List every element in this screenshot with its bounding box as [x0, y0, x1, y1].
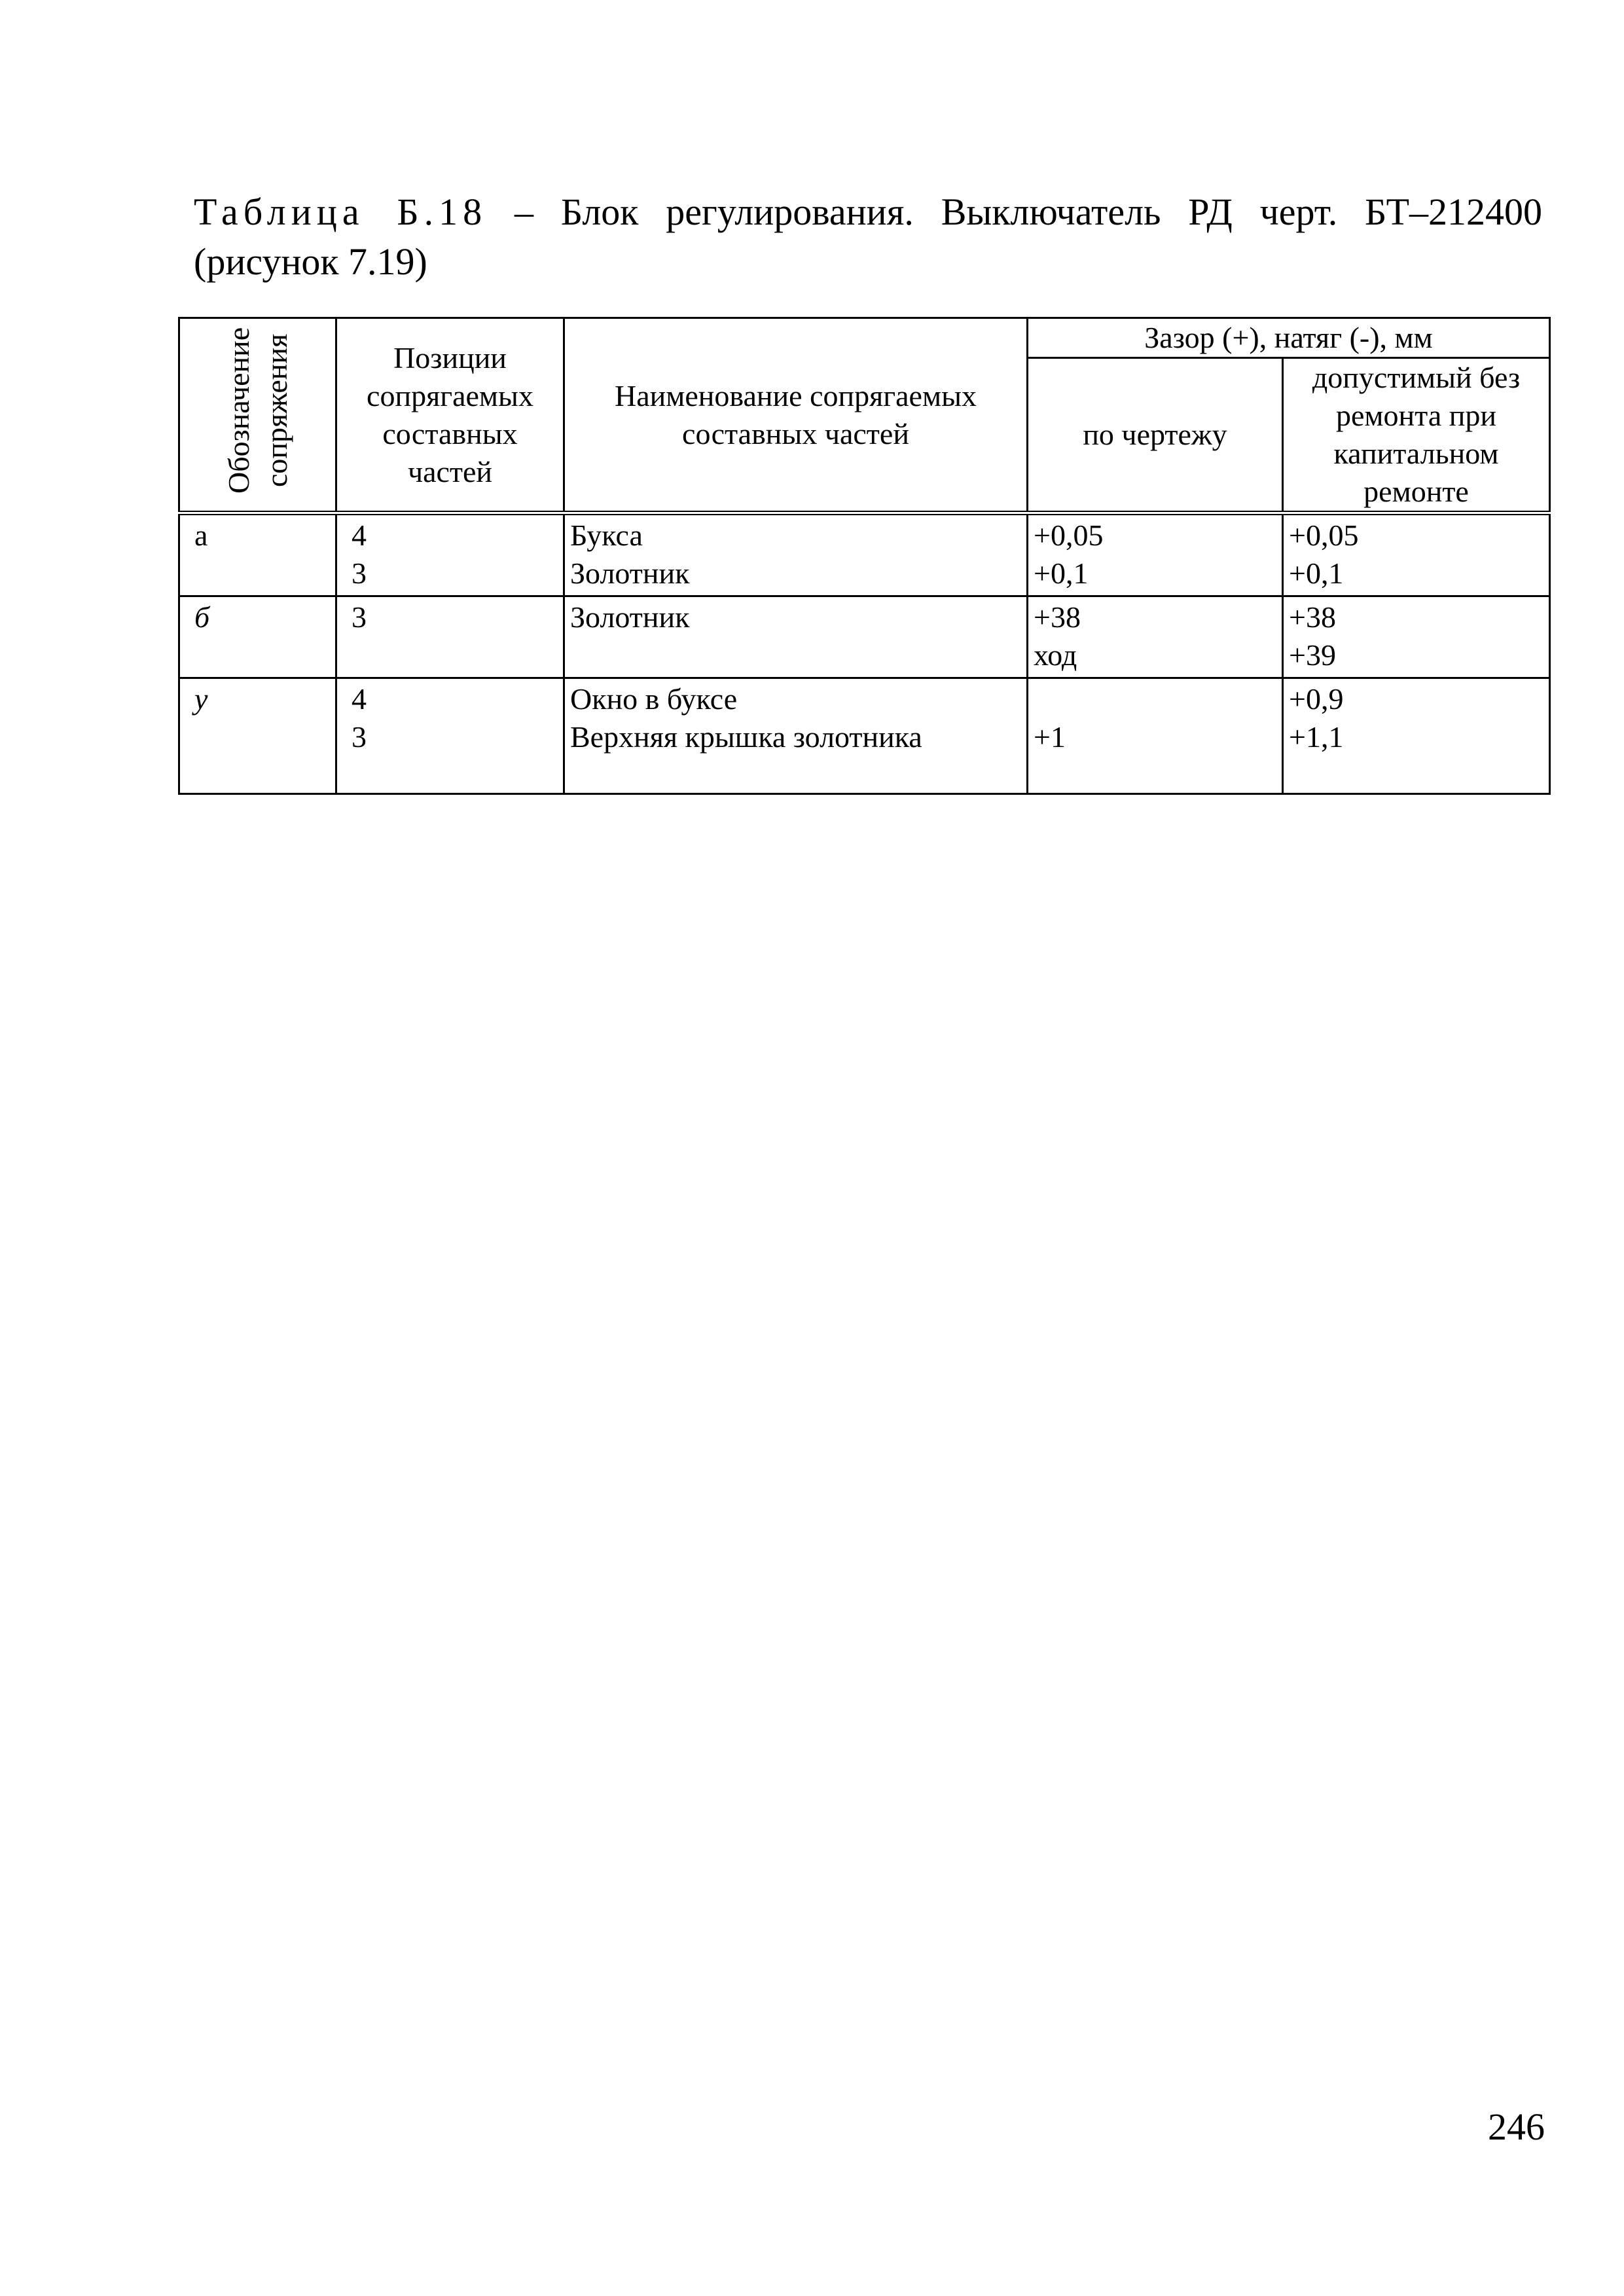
cell-names: [564, 678, 1028, 794]
cell-by-drawing: [1028, 513, 1283, 596]
allowed-value: +0,1: [1289, 556, 1344, 590]
by-drawing-value: +0,1: [1034, 556, 1089, 590]
header-allowed: допустимый без ремонта при капитальном ремонте: [1283, 358, 1550, 513]
by-drawing-value: ход: [1034, 638, 1077, 672]
position-value: 4: [352, 682, 367, 716]
part-name: Золотник: [570, 600, 690, 634]
cell-allowed: [1283, 678, 1550, 794]
position-value: 3: [352, 600, 367, 634]
designation-value: б: [194, 600, 210, 634]
cell-names: [564, 513, 1028, 596]
cell-allowed: [1283, 513, 1550, 596]
table-row: [179, 678, 1550, 794]
allowed-value: +38: [1289, 600, 1336, 634]
cell-positions: [336, 678, 564, 794]
position-value: 3: [352, 720, 367, 754]
part-name: Букса: [570, 519, 643, 552]
table-caption: [194, 187, 1542, 287]
cell-by-drawing: [1028, 678, 1283, 794]
cell-designation: [179, 596, 336, 678]
part-name: Верхняя крышка золотника: [570, 720, 922, 754]
allowed-value: +0,9: [1289, 682, 1344, 716]
allowed-value: +39: [1289, 638, 1336, 672]
allowed-value: +0,05: [1289, 519, 1359, 552]
designation-value: у: [194, 682, 208, 716]
by-drawing-value: +1: [1034, 720, 1066, 754]
table-row: [179, 596, 1550, 678]
header-positions: Позиции сопрягаемых составных частей: [336, 318, 564, 513]
cell-positions: [336, 513, 564, 596]
designation-value: а: [194, 519, 208, 552]
header-designation-label: Обозначение сопряжения: [221, 327, 293, 494]
allowed-value: +1,1: [1289, 720, 1344, 754]
part-name: Золотник: [570, 556, 690, 590]
position-value: 4: [352, 519, 367, 552]
position-value: 3: [352, 556, 367, 590]
by-drawing-value: [1034, 680, 1276, 718]
by-drawing-value: +38: [1034, 600, 1081, 634]
part-name: Окно в буксе: [570, 682, 738, 716]
table-row: [179, 513, 1550, 596]
header-by-drawing: по чертежу: [1028, 358, 1283, 513]
cell-designation: [179, 513, 336, 596]
header-names: Наименование сопрягаемых составных частей: [564, 318, 1028, 513]
table-caption-label: Таблица Б.18: [194, 191, 488, 233]
table-header: [179, 318, 1550, 513]
by-drawing-value: +0,05: [1034, 519, 1104, 552]
cell-designation: [179, 678, 336, 794]
cell-by-drawing: [1028, 596, 1283, 678]
table-body: [179, 513, 1550, 794]
header-designation: [179, 318, 336, 513]
cell-allowed: [1283, 596, 1550, 678]
table-caption-text: – Блок регулирования. Выключатель РД черт. БТ–212400 (рисунок 7.19): [194, 191, 1542, 283]
cell-names: [564, 596, 1028, 678]
cell-positions: [336, 596, 564, 678]
header-gap-group: Зазор (+), натяг (-), мм: [1028, 318, 1550, 358]
mating-parts-table: [178, 317, 1551, 795]
page-number: 246: [1488, 2105, 1545, 2148]
